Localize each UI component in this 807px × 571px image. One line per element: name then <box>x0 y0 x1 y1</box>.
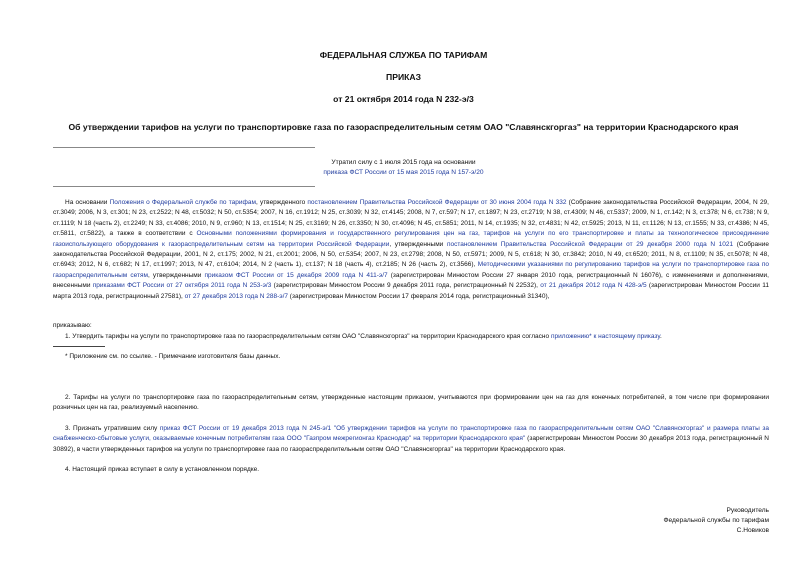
document-type: ПРИКАЗ <box>386 72 421 82</box>
preamble-text-1: На основании <box>65 199 110 206</box>
fst-order-245-link[interactable]: приказ ФСТ России от 19 декабря 2013 года N 245-э/1 "Об утверждении тарифов на услуги по транспортировке газа по газораспределительным сетям ОАО "Славянскгоргаз" и размера платы за снабженческо-сбытовые услуги, оказываемые конечным потребителям газа ООО "Газпром межрегионгаз Краснодар" на территории Краснодарского края" <box>53 425 769 443</box>
preamble-text-2: , утвержденного <box>255 199 308 206</box>
item-1 <box>53 332 769 342</box>
item-3-rest: (зарегистрирован Минюстом России 30 декабря 2013 года, регистрационный N 30892), в части утвержденных тарифов на услуги по транспортировке газа по газораспределительным сетям ОАО "Славянскгоргаз" на территории Краснодарского края. <box>53 435 769 453</box>
item-3 <box>53 424 769 455</box>
preamble-text-5: (Собрание законодательства Российской Федерации, 2001, N 2, ст.175; 2002, N 21, ст.2001; 2006, N 50, ст.5354; 2007, N 23, ст.2798; 2008, N 50, ст.5971; 2009, N 5, ст.618; N 30, ст.3842; 2010, N 49, ст.6520; 2011, N 8, ст.1109; N 35, ст.5078; N 48, ст.6943; 2012, N 6, ст.682; N 17, ст.1997; 2013, N 47, ст.6104; 2014, N 2 (часть 1), ст.137; N 18 (часть 4), ст.2185; N 26 (часть 2), ст.3566), <box>53 240 769 269</box>
agency-name: ФЕДЕРАЛЬНАЯ СЛУЖБА ПО ТАРИФАМ <box>319 50 488 60</box>
signature-agency: Федеральной службы по тарифам <box>663 517 769 525</box>
signature-position: Руководитель <box>726 507 769 514</box>
footnote: * Приложение см. по ссылке. - Примечание изготовителя базы данных. <box>65 353 281 360</box>
preamble-text-8: (зарегистрирован Минюстом России 9 декабря 2011 года, регистрационный N 22532), <box>271 282 541 290</box>
preamble-text-9: (зарегистрирован Минюстом России 11 марта 2013 года, регистрационный 27581), <box>53 282 769 300</box>
document-title: Об утверждении тарифов на услуги по транспортировке газа по газораспределительным сетям ОАО "Славянскгоргаз" на территории Краснодарского края <box>68 122 739 132</box>
government-decree-1021-link[interactable]: постановлением Правительства Российской Федерации от 29 декабря 2000 года N 1021 <box>446 240 734 248</box>
preamble-text-6: , утвержденными <box>147 271 205 279</box>
divider-bottom <box>53 186 315 187</box>
fst-order-253-link[interactable]: приказами ФСТ России от 27 октября 2011 года N 253-э/3 <box>92 282 272 290</box>
status-note-text: Утратил силу с 1 июля 2015 года на основании <box>331 159 476 166</box>
government-decree-332-link[interactable]: постановлением Правительства Российской Федерации от 30 июня 2004 года N 332 <box>307 199 567 206</box>
preamble-text-10: (зарегистрирован Минюстом России 17 февраля 2014 года, регистрационный 31340), <box>288 292 550 300</box>
preamble-text-7: (зарегистрирован Минюстом России 27 января 2010 года, регистрационный N 16076), с изменениями и дополнениями, внесенными <box>53 271 769 290</box>
signature-block <box>664 506 770 537</box>
basic-provisions-link[interactable]: Основными положениями формирования и государственного регулирования цен на газ, тарифов на услуги по его транспортировке и платы за технологическое присоединение газоиспользующего оборудования к газораспределительным сетям на территории Российской Федерации <box>53 230 769 248</box>
item-1-end: . <box>659 333 662 340</box>
status-note <box>0 158 807 178</box>
document-date-number: от 21 октября 2014 года N 232-э/3 <box>333 94 474 104</box>
fst-regulation-link[interactable]: Положения о Федеральной службе по тарифам <box>109 199 256 206</box>
item-2: 2. Тарифы на услуги по транспортировке газа по газораспределительным сетям, утвержденные настоящим приказом, учитываются при формировании цен на газ для конечных потребителей, в том числе при формировании розничных цен на газ, реализуемый населению. <box>53 394 769 412</box>
fst-order-428-link[interactable]: от 21 декабря 2012 года N 428-э/5 <box>540 282 647 290</box>
methodical-guidelines-link[interactable]: Методическими указаниями по регулированию тарифов на услуги по транспортировке газа по газораспределительным сетям <box>53 261 769 279</box>
item-3-text: 3. Признать утратившим силу <box>65 425 160 432</box>
divider-top <box>53 147 315 148</box>
preamble-text-4: , утвержденными <box>389 240 447 248</box>
footnote-rule <box>53 346 105 347</box>
item-4: 4. Настоящий приказ вступает в силу в установленном порядке. <box>65 466 260 473</box>
signature-name: С.Новиков <box>736 527 769 535</box>
preamble-paragraph <box>53 198 769 302</box>
fst-order-411-link[interactable]: приказом ФСТ России от 15 декабря 2009 года N 411-э/7 <box>204 271 388 279</box>
repeal-order-link[interactable]: приказа ФСТ России от 15 мая 2015 года N 157-э/20 <box>323 169 484 176</box>
appendix-link[interactable]: приложению* к настоящему приказу <box>550 333 660 340</box>
preamble-text-3: (Собрание законодательства Российской Федерации, 2004, N 29, ст.3049; 2006, N 3, ст.301; N 23, ст.2522; N 48, ст.5032; N 50, ст.5354; 2007, N 16, ст.1912; N 25, ст.3039; N 32, ст.4145; 2008, N 7, ст.597; N 17, ст.1897; N 23, ст.2719; N 38, ст.4309; N 46, ст.5337; 2009, N 1, ст.142; N 3, ст.378; N 6, ст.738; N 9, ст.1119; N 18 (часть 2), ст.2249; N 33, ст.4086; 2010, N 9, ст.960; N 13, ст.1514; N 25, ст.3169; N 26, ст.3350; N 30, ст.4096; N 45, ст.5851; 2011, N 14, ст.1935; N 32, ст.4831; N 42, ст.5925; 2013, N 11, ст.1126; N 13, ст.1555; N 33, ст.4386; N 45, ст.5811, ст.5822), а также в соответствии с <box>53 199 769 238</box>
item-1-text: 1. Утвердить тарифы на услуги по транспортировке газа по газораспределительным сетям ОАО "Славянскгоргаз" на территории Краснодарского края согласно <box>65 333 551 340</box>
order-word: приказываю: <box>53 322 92 329</box>
fst-order-288-link[interactable]: от 27 декабря 2013 года N 288-э/7 <box>184 292 288 300</box>
